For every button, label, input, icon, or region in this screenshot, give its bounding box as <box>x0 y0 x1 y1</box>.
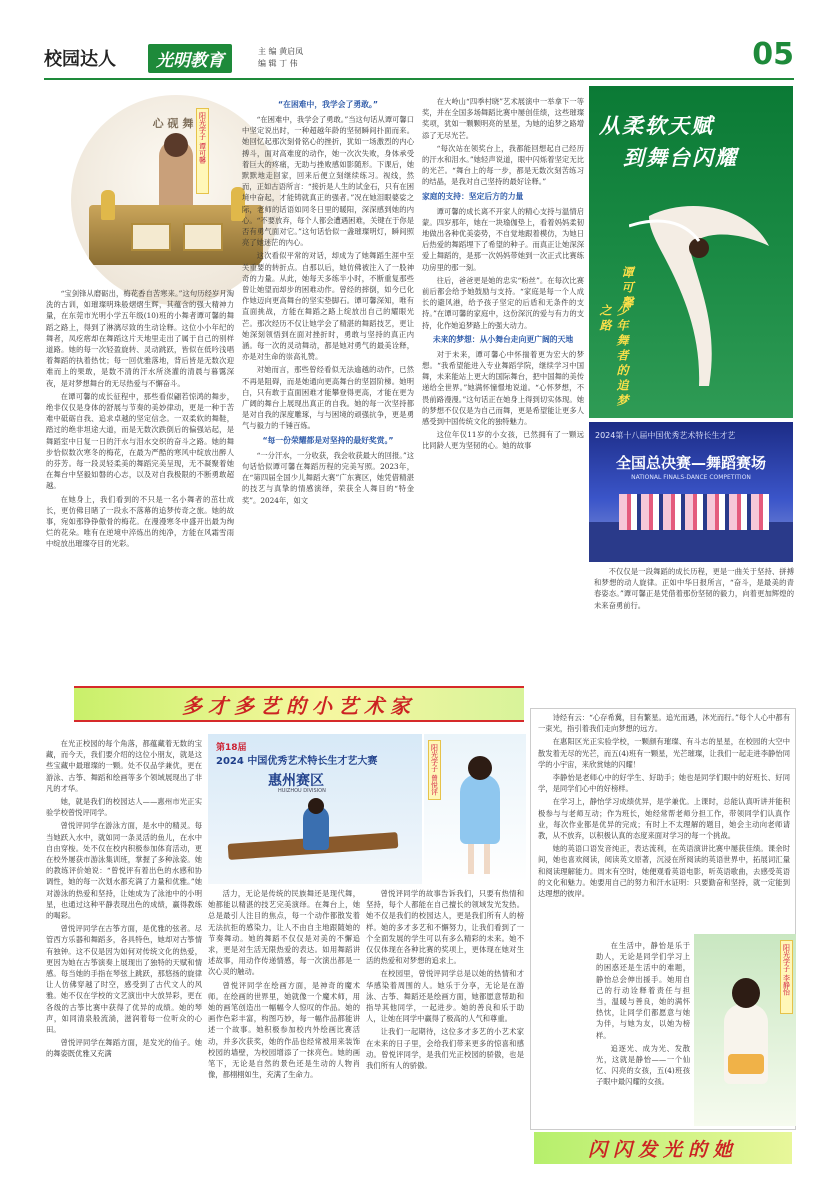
girl-leg <box>468 844 474 874</box>
paragraph: “每次站在领奖台上，我都能回想起自己经历的汗水和泪水。”她轻声说道，眼中闪烁着坚定无比的光芒。“舞台上的每一步，都是无数次刻苦练习的结晶，是我对自己坚持的最好诠释。” <box>422 143 584 187</box>
contest-edition: 第18届 <box>216 743 247 753</box>
paragraph: 在学习上，静怡学习成绩优异，是学兼优。上课时，总能认真听讲并能积极参与与老师互动；作为班长，她经常帮老师分担工作，带领同学们认真作业，每次作业都是优异的完成；有时上不太理解的题目，她会主动向老师请教，从不放弃，以积极认真的态度来面对学习的每一个挑战。 <box>538 797 790 841</box>
paragraph: 在光正校园的每个角落，都蕴藏着无数的宝藏，而今天，我们要介绍的这位小朋友，就是这些宝藏中最璀璨的一颗。处不仅品学兼优，更在游泳、古筝、舞蹈和绘画等多个领域展现出了非凡的才华。 <box>46 739 202 793</box>
dance-studio-sign: 心 砚 舞 <box>152 117 194 130</box>
certificate-frame <box>131 223 171 251</box>
paragraph: 往后，爸爸更是她的忠实“粉丝”。在每次比赛前后都会给予她鼓励与支持。“家庭是每一个人成长的避风港，给予孩子坚定的后盾和无条件的支持。”在谭可馨的家庭中，这份深沉的爱与有力的支持，化作她追梦路上的强大动力。 <box>422 275 584 330</box>
girl-leg <box>484 844 490 874</box>
paragraph: 曾悦评同学在舞蹈方面，是发光的仙子。她的舞姿既优雅又充满 <box>46 1038 202 1059</box>
trophy-icon <box>101 190 115 220</box>
paragraph: 让我们一起期待，这位多才多艺的小艺术家在未来的日子里，会给我们带来更多的惊喜和感动。曾悦评同学，是我们光正校园的骄傲，也是我们所有人的骄傲。 <box>366 1027 524 1071</box>
paragraph: 追逐光、成为光、发散光，这就是静怡——一个仙忆、闪亮的女孩，五(4)班孩子眼中最闪耀的女孩。 <box>596 1043 690 1087</box>
dancer-feature-image <box>589 86 793 418</box>
student-tag-tan: 阳光学子 谭可馨 <box>196 108 209 194</box>
contest-name: 2024 中国优秀艺术特长生才艺大赛 <box>216 756 378 767</box>
article2-column2 <box>208 888 360 1178</box>
guzheng-performance-photo <box>208 734 422 884</box>
feature-slogan: 少年舞者的追梦之路 <box>598 304 629 409</box>
paragraph: 李静怡是老师心中的好学生、好助手；她也是同学们眼中的好班长、好同学，是同学们心中的好榜样。 <box>538 773 790 794</box>
paragraph: 曾悦评同学在古筝方面，是优雅的弦者。尽管西方乐器和舞蹈多，各具特色，她却对古筝情有独钟。这不仅是因为如何对传统文化的热爱，更因为她在古筝演奏上展现出了独特的天赋和情感。每当她的手指在琴弦上跳跃，那悠扬的旋律让人仿佛穿越了时空，感受到了古代文人的风雅。她不仅在学校的文艺演出中大放异彩，更在各级的古筝比赛中获得了优异的成绩。她的琴声，如同清泉般流淌，滋润着每一位听众的心田。 <box>46 924 202 1035</box>
editor-staff: 编 辑 丁 伟 <box>258 59 298 68</box>
feature-title-line1: 从柔软天赋 <box>599 113 714 138</box>
dancer-silhouette <box>629 186 789 406</box>
subheading: “每一份荣耀都是对坚持的最好奖赏。” <box>262 435 394 445</box>
paragraph: 谭可馨的成长离不开家人的精心支持与温情启蒙。四岁那年，她在一块瑜伽垫上，看着妈妈柔韧地做出各种优美姿势，不自觉地跟着模仿，为她日后热爱的舞蹈埋下了希望的种子。而真正让她深深爱上舞蹈的，是那一次妈妈带她到一次正式比赛练功房里的那一刻。 <box>422 206 584 272</box>
paragraph: 曾悦评同学在绘画方面，是神奇的魔术师。在绘画的世界里，她就像一个魔术师，用她的画笔创造出一幅幅令人惊叹的作品。她的画作色彩丰富，构图巧妙，每一幅作品都能讲述一个故事。她积极参加校内外绘画比赛活动，并多次获奖，她的作品也经常被用来装饰校园的墙壁，为校园增添了一抹亮色。她的画笔下，无论是自然的景色还是生动的人物肖像，都栩栩如生，充满了生命力。 <box>208 980 360 1080</box>
paragraph: 曾悦评同学的故事告诉我们，只要有热情和坚持，每个人都能在自己擅长的领域发光发热。她不仅是我们的校园达人，更是我们所有人的榜样。她的多才多艺和不懈努力，让我们看到了一个全面发展的学生可以有多么精彩的未来。她不仅仅体现在各种比赛的奖项上，更体现在她对生活的热爱和对梦想的追求上。 <box>366 889 524 966</box>
certificate-frame <box>183 223 223 251</box>
paragraph: 她的英语口语发音纯正，表达流利，在英语演讲比赛中屡获佳绩。课余时间，她也喜欢阅读，阅读英文原著，沉浸在所阅读的英语世界中，拓展词汇量和阅读理解能力。周末有空时，她便观看英语电影，听英语歌曲，去感受英语的文化和魅力。她要用自己的努力和汗水证明：只要勤奋和坚持，就一定能到达理想的彼岸。 <box>538 844 790 899</box>
paragraph: 在生活中，静怡是乐于助人，无论是同学们学习上的困惑还是生活中的难题，静怡总会伸出援手。她用自己的行动诠释着责任与担当，温暖与善良，她的满怀热忱，让同学们都愿意与她为伴，与她为友，以她为榜样。 <box>596 941 690 1040</box>
article1-column4 <box>594 566 794 678</box>
article2-column1 <box>46 738 202 1178</box>
girl-figure <box>460 774 500 844</box>
girl-head <box>164 133 188 157</box>
article2-column3 <box>366 888 524 1178</box>
newspaper-logo: 光明教育 <box>148 44 232 73</box>
paragraph: 活力，无论是传统的民族舞还是现代舞，她都能以精湛的技艺完美演绎。在舞台上，她总是最引人注目的焦点，每一个动作都散发着无法抗拒的感染力，让人不由自主地跟随她的节奏舞动。她的舞蹈不仅仅是对美的不懈追求，更是对生活无限热爱的表达。如用舞蹈讲述故事，用动作传递情感，每一次演出都是一次心灵的触动。 <box>208 889 360 977</box>
stage-banner-main: 全国总决赛—舞蹈赛场 <box>615 454 766 472</box>
paragraph: 她，就是我们的校园达人——惠州市光正实验学校曾悦评同学。 <box>46 797 202 818</box>
paragraph: 诗经有云：“心存希冀，目有繁星。追光而遇，沐光而行。”每个人心中都有一束光，指引着我们走向梦想的远方。 <box>538 713 790 734</box>
paragraph: 在她身上，我们看到的不只是一名小舞者的茁壮成长，更仿佛目睹了一段永不落幕的追梦传奇之旅。她的故事，宛如那铮铮傲骨的梅花。在漫漫寒冬中盛开出最为绚烂的花朵。唯有在逆境中淬炼出的纯净，方能在风霜雪雨中绽放出璀璨夺目的光彩。 <box>46 494 234 549</box>
paragraph: 在校园里，曾悦评同学总是以她的热情和才华感染着周围的人。她乐于分享，无论是在游泳、古筝、舞蹈还是绘画方面，她都愿意帮助和指导其他同学，一起进步。她的善良和乐于助人，让她在同学中赢得了极高的人气和尊重。 <box>366 969 524 1024</box>
stage-banner-top: 2024第十八届中国优秀艺术特长生才艺 <box>595 431 736 440</box>
section-banner-shining: 闪闪发光的她 <box>534 1132 792 1164</box>
banner-rule <box>74 720 524 722</box>
student-tag-li: 阳光学子 李静怡 <box>780 940 793 1014</box>
subheading: “在困难中，我学会了勇敢。” <box>278 100 378 109</box>
paragraph: 不仅仅是一段舞蹈的成长历程，更是一曲关于坚持、拼搏和梦想的动人旋律。正如中华日报所言，“奋斗，是最美的青春姿态。”谭可馨正是凭借着那份坚韧的毅力，向着更加辉煌的未来奋勇前行。 <box>594 567 794 610</box>
subheading: 家庭的支持：坚定后方的力量 <box>422 191 524 201</box>
paragraph: “在困难中，我学会了勇敢。”当这句话从谭可馨口中坚定说出时，一种超越年龄的坚韧瞬间扑面而来。她回忆起那次刻骨铭心的挫折，犹如一场激烈的内心搏斗，面对高难度的动作，她一次次失败，身体承受着巨大的疼痛，无助与挫败感如影随形。下课后，她默默地走回家，回来后便立刻继续练习。视线，然而，正如古语所言：“接折是人生的试金石，只有在困境中奋起，才能铸就真正的强者。”况在她泪眼婆娑之际，老师的话语如同冬日里的暖阳，深深感到她的内心。“不要放弃，每个人都会遭遇困难，关键在于你是否有勇气面对它。”这句话恰似一盏璀璨明灯，瞬间照亮了她迷茫的内心。 <box>242 115 414 248</box>
article3-column2 <box>596 940 690 1128</box>
paragraph: “宝剑锋从磨砺出，梅花香自苦寒来。”这句历经岁月淘洗的古训，如璀璨明珠般熠熠生辉，其蕴含的强大精神力量，在东莞市光明小学五年级(10)班的小舞者谭可馨的舞蹈之路上，得到了淋漓尽致的生动诠释。这位小小年纪的舞者，凤疙瘩却在舞蹈这片天地里走出了属于自己的别样道路。她的每一次轻盈旋转、灵动跳跃，皆似在低吟浅唱着舞蹈的执着热忱；每一回优雅落地，背后皆是无数次迎难而上的果敢，是数不清的汗水所浇灌的清晨与暮霭深夜，是对梦想舞台的无尽热爱与不懈奋斗。 <box>46 289 234 388</box>
editor-chief: 主 编 黄启凤 <box>258 47 304 56</box>
contest-region-english: HUIZHOU DIVISION <box>278 788 326 794</box>
performers-group <box>619 494 769 530</box>
paragraph: 对她而言，那些曾经看似无法逾越的动作，已然不再是阻碍，而是她通向更高舞台的坚固阶梯。她明白，只有敢于直面困难才能攀登得更高，才能在更为广阔的舞台上展现出真正的自我。她的每一次坚持都是对自我的深度雕琢，与与困境的顽强抗争，更是勇气与毅力的千锤百炼。 <box>242 365 414 431</box>
paragraph: 在惠阳区光正实验学校，一颗颜有璀璨、有斗志的星星，在校园的大空中散发着无尽的光芒，而五(4)班有一颗星，光芒璀璨，让我们一起走进李静怡同学的小宇宙，来欣赏她的闪耀！ <box>538 737 790 769</box>
performer-head <box>308 798 324 814</box>
section-title: 校园达人 <box>44 49 116 70</box>
contest-region: 惠州赛区 <box>268 773 324 789</box>
subheading: 未来的梦想：从小舞台走向更广阔的天地 <box>432 334 574 344</box>
editor-credits <box>258 46 303 70</box>
page-header <box>44 37 794 73</box>
section-banner-artist: 多才多艺的小艺术家 <box>74 688 524 720</box>
dancer-name: 谭可馨 <box>620 266 634 311</box>
article3-column1 <box>538 712 790 934</box>
article1-column2 <box>242 96 414 676</box>
student-tag-zeng: 阳光学子 曾悦评 <box>428 740 441 800</box>
page-number: 05 <box>752 37 794 72</box>
paragraph: 曾悦评同学在游泳方面，是水中的精灵。每当她跃入水中，就如同一条灵活的鱼儿，在水中自由穿梭。处不仅在校内积极参加体育活动，更在校外屡获市游泳集训班，掌握了多种泳姿。她的教练评价她说：“曾悦评有着出色的水感和协调性，她的每一次划水都充满了力量和优雅。”她对游泳的热爱和坚持，让她成为了泳池中的小明星，也通过这种平静表现出色的成绩，赢得教练的喝彩。 <box>46 821 202 921</box>
paragraph: 这位年仅11岁的小女孩，已然拥有了一颗远比同龄人更为坚韧的心。她的故事 <box>422 430 584 451</box>
shirt-print <box>728 1054 764 1074</box>
paragraph: “一分汗水，一分收获，我会收获最大的回报。”这句话恰似谭可馨在舞蹈历程的完美写照。2023年，在“第四届全国少儿舞蹈大赛”广东赛区，她凭借精湛的技艺与真挚的情感演绎，荣获全人舞目的“特金奖”。2024年，如文 <box>242 450 414 505</box>
girl-head <box>732 978 760 1008</box>
header-rule <box>44 78 794 80</box>
paragraph: 对于未来，谭可馨心中怀揣着更为宏大的梦想。“我希望能进入专业舞蹈学院，继续学习中国舞，未来能站上更大的国际舞台，把中国舞的美传递给全世界。”她满怀憧憬地说道。“心怀梦想，不畏前路漫漫。”这句话正在她身上得到切实体现。她的梦想不仅仅是为自己而舞，更是希望能让更多人感受到中国传统文化的独特魅力。 <box>422 349 584 427</box>
stage-banner-english: NATIONAL FINALS-DANCE COMPETITION <box>631 474 751 481</box>
competition-stage-photo <box>589 422 793 562</box>
feature-title-line2: 到舞台闪耀 <box>623 145 738 170</box>
girl-head <box>468 756 492 780</box>
paragraph: 这次看似平常的对话，却成为了她舞蹈生涯中至关重要的转折点。自那以后，她仿佛被注入了一股神奇的力量。从此，她每天多练半小时，不断重复那些曾让她望而却步的困难动作。曾经的摔倒，如今已化作她迈向更高舞台的坚实垫脚石。谭可馨深知，唯有直面挑战，方能在舞蹈之路上绽放出自己的耀眼光芒。那次经历不仅让她学会了精湛的舞蹈技艺，更让她深刻领悟到在面对挫折时，勇敢与坚持的真正内涵。每一次的灵动舞动，都是她对勇气的最美诠释，亦是对生命的崇高礼赞。 <box>242 251 414 362</box>
paragraph: 在谭可馨的成长征程中，那些看似翩若惊鸿的舞步，绝非仅仅是身体的舒展与节奏的美妙律动，更是一种于苦难中砥砺自我、追求卓越的坚定信念。一双柔软的舞鞋，踏过的绝非坦途大道，而是无数次跌倒后的偏强站起，是舞蹈室中日复一日的汗水与泪水交织的奋斗之路。她的舞步恰似数次寒冬的梅花，在最为严酷的寒风中绽放出醉人的芬芳。每一段灵轻柔美的舞蹈完美呈现，无不凝聚着她在舞台中坚毅如磐的心志，以及对自我极限的不断勇敢超越。 <box>46 391 234 491</box>
article1-column1 <box>46 288 234 672</box>
article1-column3 <box>422 96 584 676</box>
paragraph: 在大岭山“四季村晓”艺术展演中一举拿下一等奖，并在全国多场舞蹈比赛中屡创佳绩，这些璀璨奖项，犹如一颗颗明亮的星星，为她的追梦之路增添了无尽光芒。 <box>422 97 584 140</box>
